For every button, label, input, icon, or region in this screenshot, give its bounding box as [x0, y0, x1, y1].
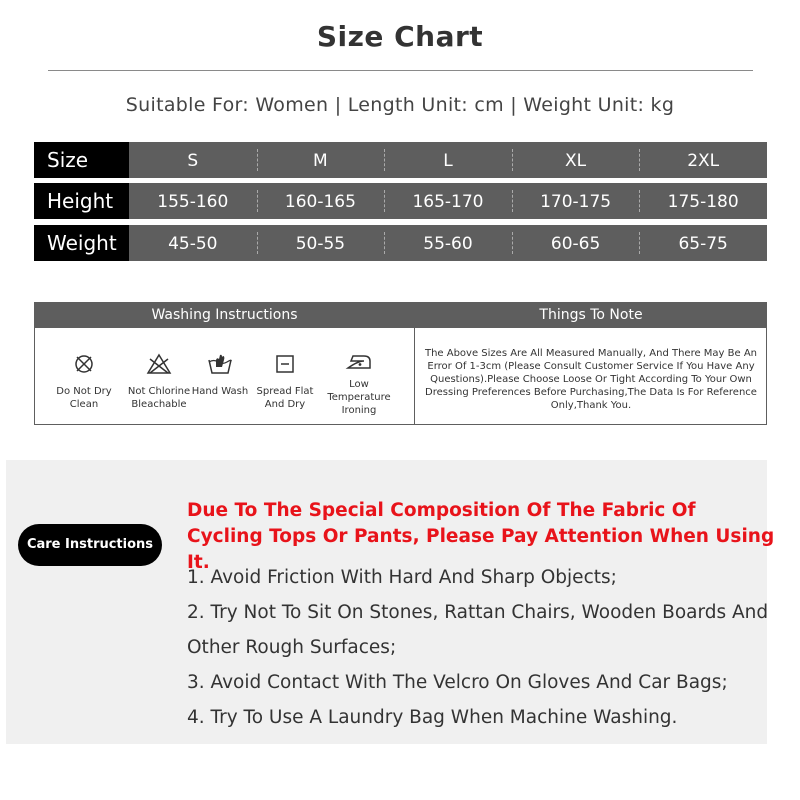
wash-item-low-temp-iron [323, 349, 395, 417]
title-divider [48, 70, 753, 71]
size-row-label: Size [34, 142, 129, 178]
spread-flat-dry-icon [270, 351, 300, 377]
washing-notes-box [34, 302, 767, 425]
low-temperature-iron-icon [344, 349, 374, 375]
things-to-note-text: The Above Sizes Are All Measured Manually, And There May Be An Error Of 1-3cm (Please Consult Customer Service If You Have Any Questions).Please Choose Loose Or Tight According To Your Own Dressing Preferences Before Purchasing,The Data Is For Reference Only,Thank You. [424, 348, 758, 411]
no-chlorine-bleach-icon [144, 351, 174, 377]
page-title: Size Chart [316, 20, 484, 53]
washing-instructions-header: Washing Instructions [35, 303, 414, 328]
wash-item-no-dry-clean [48, 351, 120, 411]
care-list-item: 1. Avoid Friction With Hard And Sharp Objects; [187, 567, 617, 588]
height-cell: 170-175 [512, 183, 640, 219]
height-row [34, 183, 767, 219]
wash-item-hand-wash [184, 351, 256, 398]
care-list-item: 2. Try Not To Sit On Stones, Rattan Chairs, Wooden Boards And Other Rough Surfaces; [187, 602, 769, 658]
weight-row [34, 225, 767, 261]
size-cell: XL [512, 142, 640, 178]
care-instructions-badge: Care Instructions [18, 524, 162, 566]
wash-item-label: Do Not Dry Clean [56, 386, 112, 410]
wash-item-label: Spread Flat And Dry [256, 386, 314, 410]
height-row-label: Height [34, 183, 129, 219]
size-cell: S [187, 151, 199, 171]
no-dry-clean-icon [69, 351, 99, 377]
care-warning: Due To The Special Composition Of The Fabric Of Cycling Tops Or Pants, Please Pay Attention When Using It. [187, 500, 775, 573]
height-cell: 165-170 [384, 183, 512, 219]
hand-wash-icon [205, 351, 235, 377]
weight-cell: 55-60 [384, 225, 512, 261]
wash-item-label: Not Chlorine Bleachable [127, 386, 191, 410]
weight-cell: 45-50 [168, 234, 218, 254]
care-list [187, 560, 787, 735]
weight-cell: 50-55 [257, 225, 385, 261]
size-cell: 2XL [639, 142, 767, 178]
box-divider [414, 303, 415, 424]
wash-item-label: Hand Wash [191, 386, 249, 397]
things-to-note-header: Things To Note [415, 303, 767, 328]
care-list-item: 3. Avoid Contact With The Velcro On Gloves And Car Bags; [187, 672, 728, 693]
size-cell: L [384, 142, 512, 178]
height-cell: 175-180 [639, 183, 767, 219]
height-cell: 155-160 [157, 192, 229, 212]
size-row [34, 142, 767, 178]
subtitle: Suitable For: Women | Length Unit: cm | Weight Unit: kg [125, 94, 675, 116]
care-list-item: 4. Try To Use A Laundry Bag When Machine Washing. [187, 707, 678, 728]
size-cell: M [257, 142, 385, 178]
weight-row-label: Weight [34, 225, 129, 261]
height-cell: 160-165 [257, 183, 385, 219]
wash-item-label: Low Temperature Ironing [327, 379, 391, 416]
weight-cell: 65-75 [639, 225, 767, 261]
wash-item-spread-flat [249, 351, 321, 411]
weight-cell: 60-65 [512, 225, 640, 261]
